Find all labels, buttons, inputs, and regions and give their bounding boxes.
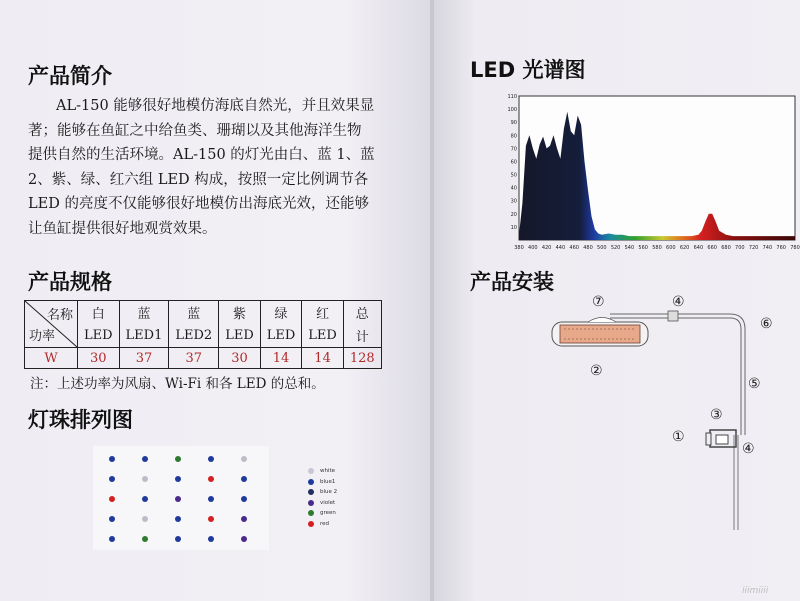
spectrum-title: LED 光谱图 xyxy=(470,58,586,82)
legend-item xyxy=(308,519,337,530)
x-tick-label: 680 xyxy=(721,245,731,251)
led-dot-blue1 xyxy=(109,516,115,522)
led-legend xyxy=(308,466,337,529)
led-dot-white xyxy=(142,516,148,522)
corner-cell xyxy=(25,301,78,348)
header-cell: LED1 xyxy=(119,324,169,348)
x-tick-label: 700 xyxy=(735,245,745,251)
callout-4-bottom: ④ xyxy=(742,441,755,457)
legend-label: blue 2 xyxy=(320,489,338,496)
callout-2: ② xyxy=(590,363,603,379)
y-tick-label: 20 xyxy=(510,211,517,218)
install-diagram xyxy=(540,285,790,545)
intro-line: AL-150 能够很好地模仿海底自然光，并且效果显 xyxy=(56,98,375,114)
x-tick-label: 740 xyxy=(762,245,773,251)
y-tick-label: 80 xyxy=(510,133,517,140)
x-tick-label: 500 xyxy=(597,245,607,251)
x-tick-label: 620 xyxy=(679,245,690,251)
legend-label: blue1 xyxy=(320,478,336,485)
header-cell: 总 xyxy=(343,301,381,325)
led-dot-blue1 xyxy=(241,476,247,482)
led-dot-blue1 xyxy=(175,476,181,482)
x-tick-label: 720 xyxy=(748,245,759,251)
header-cell: 计 xyxy=(343,324,381,348)
legend-label: green xyxy=(320,510,336,517)
led-dot-red xyxy=(208,516,214,522)
watermark: iiimiiii xyxy=(742,586,769,596)
legend-item xyxy=(308,477,337,488)
install-title: 产品安装 xyxy=(470,270,554,294)
callout-7: ⑦ xyxy=(592,294,605,310)
legend-item xyxy=(308,498,337,509)
led-dot-green xyxy=(142,536,148,542)
led-dot-white xyxy=(241,456,247,462)
led-dot-red xyxy=(109,496,115,502)
book-gutter xyxy=(430,0,434,601)
intro-paragraph xyxy=(28,94,408,241)
legend-item xyxy=(308,487,337,498)
header-cell: 绿 xyxy=(260,301,302,325)
led-dot-blue1 xyxy=(208,456,214,462)
x-tick-label: 660 xyxy=(707,245,717,251)
led-layout-title: 灯珠排列图 xyxy=(28,408,133,432)
led-dot-blue1 xyxy=(109,456,115,462)
spec-note: 注：上述功率为风扇、Wi-Fi 和各 LED 的总和。 xyxy=(30,376,325,392)
y-tick-label: 30 xyxy=(510,198,517,205)
x-tick-label: 480 xyxy=(583,245,593,251)
spec-table xyxy=(24,300,382,369)
x-tick-label: 460 xyxy=(569,245,579,251)
led-dot-red xyxy=(208,476,214,482)
corner-top-label: 名称 xyxy=(46,308,73,323)
led-dot-blue1 xyxy=(175,516,181,522)
spec-header-row xyxy=(25,301,382,325)
led-dot-blue1 xyxy=(208,536,214,542)
legend-item xyxy=(308,466,337,477)
led-dot-blue1 xyxy=(142,456,148,462)
x-tick-label: 780 xyxy=(790,245,800,251)
spec-value-row xyxy=(25,348,382,369)
tank-clamp xyxy=(706,430,736,447)
y-tick-label: 40 xyxy=(510,185,517,192)
x-tick-label: 440 xyxy=(555,245,566,251)
header-cell: 红 xyxy=(302,301,344,325)
callout-5: ⑤ xyxy=(748,376,761,392)
corner-bottom-label: 功率 xyxy=(29,329,56,344)
value-cell: 14 xyxy=(260,348,302,369)
value-cell: 30 xyxy=(78,348,120,369)
header-cell: LED xyxy=(78,324,120,348)
header-cell: 紫 xyxy=(219,301,261,325)
led-layout-panel xyxy=(93,446,269,550)
header-cell: LED2 xyxy=(169,324,219,348)
x-tick-label: 580 xyxy=(652,245,662,251)
value-cell: 37 xyxy=(119,348,169,369)
callout-1: ① xyxy=(672,429,685,445)
x-tick-label: 420 xyxy=(541,245,552,251)
x-tick-label: 760 xyxy=(776,245,786,251)
callout-3: ③ xyxy=(710,407,723,423)
led-dot-violet xyxy=(175,496,181,502)
spectrum-chart xyxy=(505,92,800,252)
led-dot-blue1 xyxy=(175,536,181,542)
callout-6: ⑥ xyxy=(760,316,773,332)
intro-line: 2、紫、绿、红六组 LED 构成，按照一定比例调节各 xyxy=(28,171,369,188)
light-fixture xyxy=(552,318,648,347)
header-cell: 蓝 xyxy=(119,301,169,325)
callout-4-top: ④ xyxy=(672,294,685,310)
value-cell: 30 xyxy=(219,348,261,369)
x-tick-label: 640 xyxy=(693,245,704,251)
led-dot-blue1 xyxy=(142,496,148,502)
legend-label: red xyxy=(320,520,330,527)
x-tick-label: 560 xyxy=(638,245,648,251)
y-tick-label: 90 xyxy=(510,120,517,127)
intro-line: LED 的亮度不仅能够很好地模仿出海底光效，还能够 xyxy=(28,196,369,212)
y-tick-label: 110 xyxy=(507,94,517,100)
specs-title: 产品规格 xyxy=(28,270,112,294)
x-tick-label: 520 xyxy=(610,245,621,251)
header-cell: LED xyxy=(219,324,261,348)
spec-header-row-2 xyxy=(25,324,382,348)
legend-label: violet xyxy=(320,499,336,506)
x-tick-label: 380 xyxy=(514,245,524,251)
intro-title: 产品简介 xyxy=(28,64,112,88)
header-cell: LED xyxy=(302,324,344,348)
led-dot-green xyxy=(175,456,181,462)
y-tick-label: 100 xyxy=(507,107,517,114)
led-dot-violet xyxy=(241,536,247,542)
led-dot-blue1 xyxy=(109,476,115,482)
led-dot-blue1 xyxy=(208,496,214,502)
led-dot-blue1 xyxy=(241,496,247,502)
x-tick-label: 600 xyxy=(666,245,676,251)
value-cell: 14 xyxy=(302,348,344,369)
legend-swatch xyxy=(308,510,314,516)
intro-line: 著；能够在鱼缸之中给鱼类、珊瑚以及其他海洋生物 xyxy=(28,122,362,139)
x-tick-label: 540 xyxy=(624,245,635,251)
intro-line: 让鱼缸提供很好地观赏效果。 xyxy=(28,220,217,237)
value-cell: 128 xyxy=(343,348,381,369)
header-cell: LED xyxy=(260,324,302,348)
led-dot-blue1 xyxy=(109,536,115,542)
value-cell: 37 xyxy=(169,348,219,369)
legend-item xyxy=(308,508,337,519)
header-cell: 蓝 xyxy=(169,301,219,325)
legend-swatch xyxy=(308,479,314,485)
legend-swatch xyxy=(308,468,314,474)
legend-swatch xyxy=(308,521,314,527)
legend-swatch xyxy=(308,489,314,495)
unit-cell: W xyxy=(25,348,78,369)
x-tick-label: 400 xyxy=(528,245,538,251)
y-tick-label: 10 xyxy=(510,224,517,231)
intro-line: 提供自然的生活环境。AL-150 的灯光由白、蓝 1、蓝 xyxy=(28,147,375,163)
header-cell: 白 xyxy=(78,301,120,325)
y-tick-label: 70 xyxy=(510,146,517,153)
legend-label: white xyxy=(320,468,336,475)
led-dot-white xyxy=(142,476,148,482)
legend-swatch xyxy=(308,500,314,506)
y-tick-label: 60 xyxy=(510,159,517,166)
y-tick-label: 50 xyxy=(510,172,517,179)
led-dot-violet xyxy=(241,516,247,522)
